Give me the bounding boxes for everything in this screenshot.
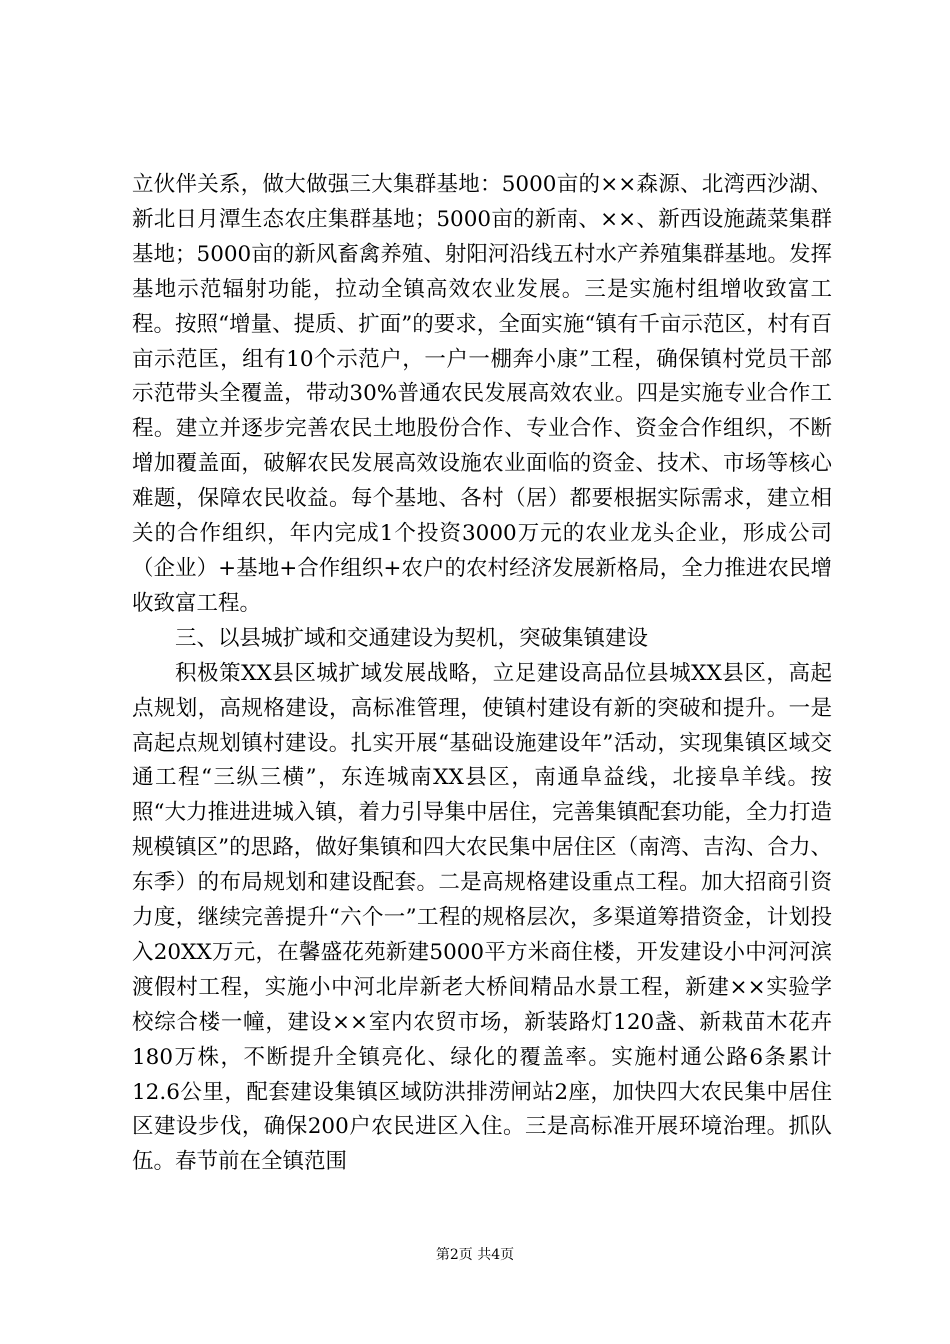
- document-body: [132, 168, 832, 1180]
- page-number-footer: 第2页 共4页: [435, 1247, 515, 1263]
- paragraph: 积极策XX县区城扩域发展战略，立足建设高品位县城XX县区，高起点规划，高规格建设，高标准管理，使镇村建设有新的突破和提升。一是高起点规划镇村建设。扎实开展“基础设施建设年”活动，实现集镇区域交通工程“三纵三横”，东连城南XX县区，南通阜益线，北接阜羊线。按照“大力推进进城入镇，着力引导集中居住，完善集镇配套功能，全力打造规模镇区”的思路，做好集镇和四大农民集中居住区（南湾、吉沟、合力、东季）的布局规划和建设配套。二是高规格建设重点工程。加大招商引资力度，继续完善提升“六个一”工程的规格层次，多渠道筹措资金，计划投入20XX万元，在馨盛花苑新建5000平方米商住楼，开发建设小中河河滨渡假村工程，实施小中河北岸新老大桥间精品水景工程，新建××实验学校综合楼一幢，建设××室内农贸市场，新装路灯120盏、新栽苗木花卉180万株，不断提升全镇亮化、绿化的覆盖率。实施村通公路6条累计12.6公里，配套建设集镇区域防洪排涝闸站2座，加快四大农民集中居住区建设步伐，确保200户农民进区入住。三是高标准开展环境治理。抓队伍。春节前在全镇范围: [132, 660, 832, 1175]
- paragraph-continued: 立伙伴关系，做大做强三大集群基地：5000亩的××森源、北湾西沙湖、新北日月潭生态农庄集群基地；5000亩的新南、××、新西设施蔬菜集群基地；5000亩的新风畜禽养殖、射阳河沿线五村水产养殖集群基地。发挥基地示范辐射功能，拉动全镇高效农业发展。三是实施村组增收致富工程。按照“增量、提质、扩面”的要求，全面实施“镇有千亩示范区，村有百亩示范匡，组有10个示范户，一户一棚奔小康”工程，确保镇村党员干部示范带头全覆盖，带动30%普通农民发展高效农业。四是实施专业合作工程。建立并逐步完善农民土地股份合作、专业合作、资金合作组织，不断增加覆盖面，破解农民发展高效设施农业面临的资金、技术、市场等核心难题，保障农民收益。每个基地、各村（居）都要根据实际需求，建立相关的合作组织，年内完成1个投资3000万元的农业龙头企业，形成公司（企业）+基地+合作组织+农户的农村经济发展新格局，全力推进农民增收致富工程。: [132, 172, 832, 616]
- section-heading: 三、以县城扩域和交通建设为契机，突破集镇建设: [175, 625, 649, 651]
